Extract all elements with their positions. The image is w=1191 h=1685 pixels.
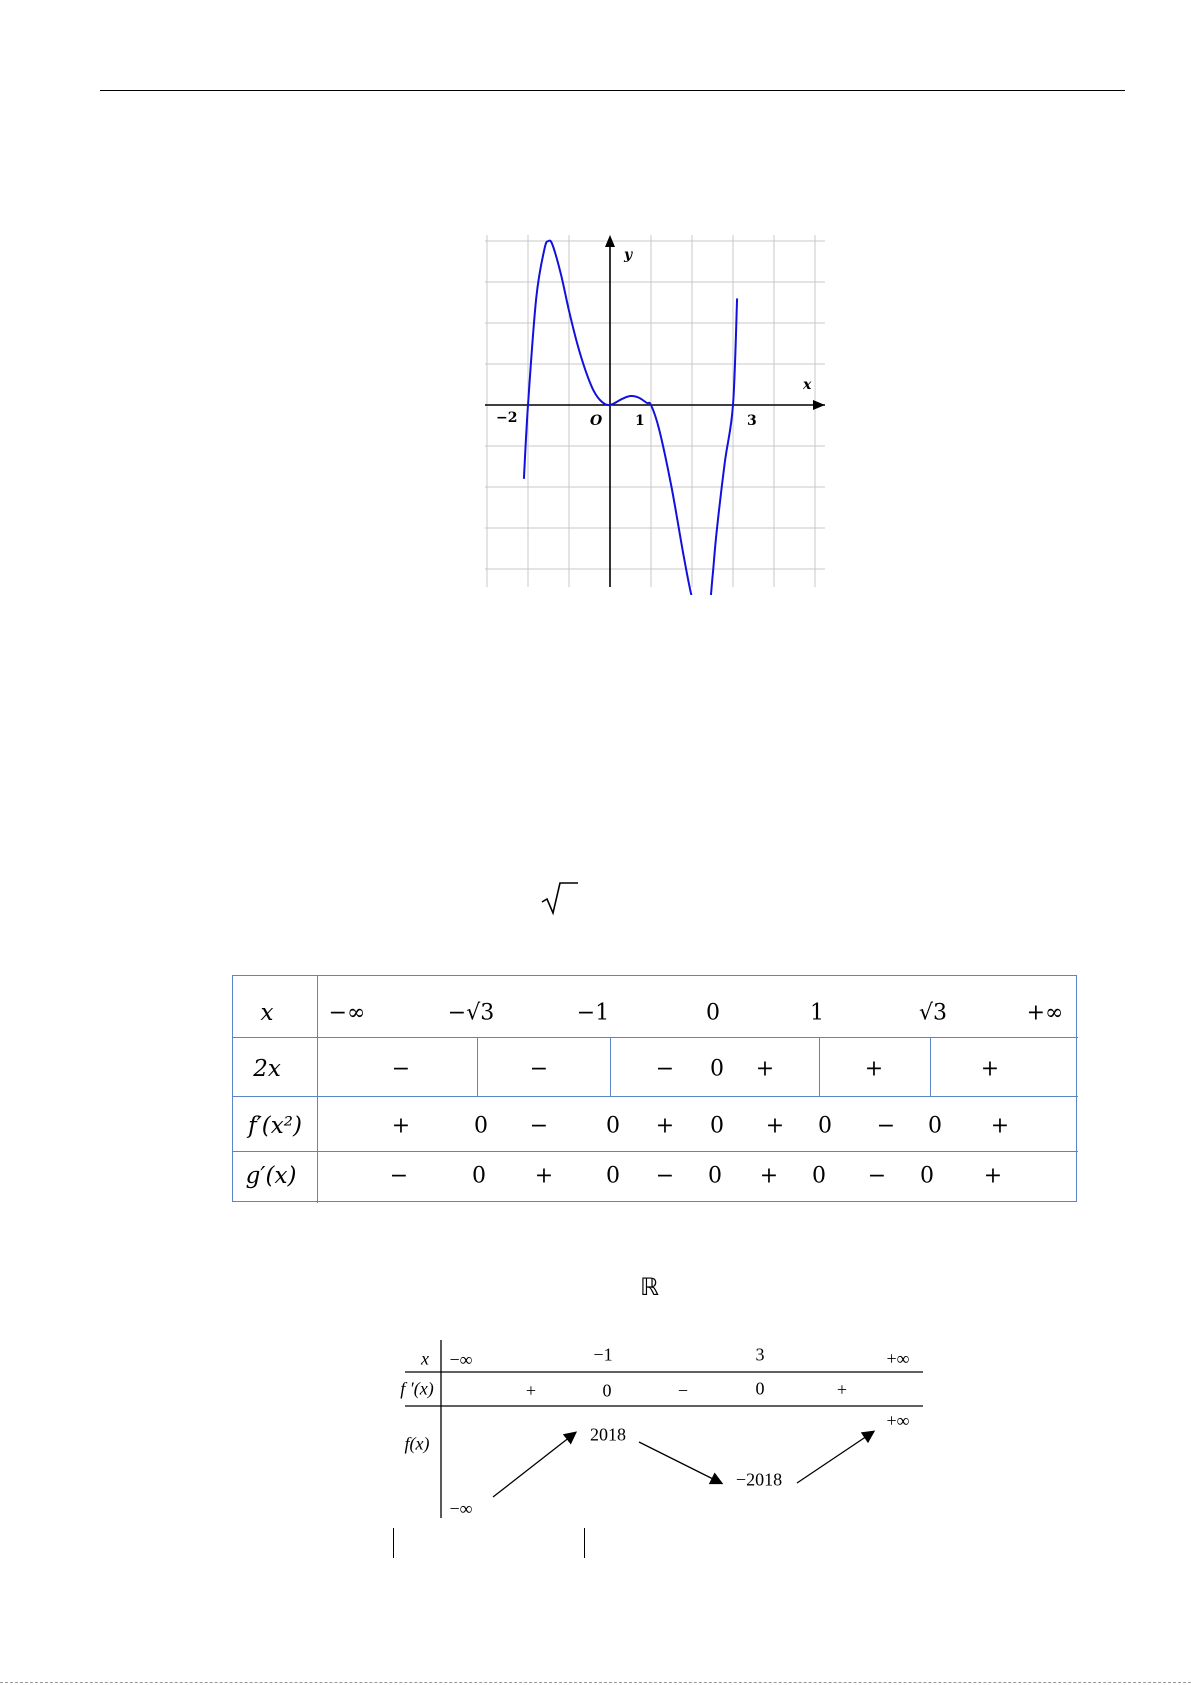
sign-cell: − <box>655 1163 675 1189</box>
var-table-f-end: +∞ <box>886 1410 910 1431</box>
sign-cell: − <box>876 1113 896 1139</box>
sign-cell: − <box>391 1056 411 1082</box>
var-table-x-value: −∞ <box>449 1349 473 1370</box>
function-curve <box>524 241 737 595</box>
footer-rule <box>0 1682 1191 1683</box>
sign-table-header-value: −∞ <box>328 1000 366 1026</box>
sign-cell: − <box>389 1163 409 1189</box>
sign-cell: 0 <box>606 1113 620 1139</box>
sign-table-header-value: √3 <box>918 1000 948 1026</box>
sign-cell: 0 <box>606 1163 620 1189</box>
sign-cell: + <box>759 1163 779 1189</box>
var-table-sign: − <box>677 1380 689 1401</box>
sign-cell: − <box>529 1113 549 1139</box>
var-table-sign: + <box>836 1379 848 1400</box>
sign-table-header-value: 1 <box>810 1000 824 1026</box>
var-table-sign: 0 <box>602 1380 612 1401</box>
sign-cell: 0 <box>710 1113 724 1139</box>
sign-table-header-value: 0 <box>706 1000 720 1026</box>
sign-table-row-label-fprime: f′(x²) <box>248 1113 302 1139</box>
var-table-f-min: −2018 <box>735 1469 783 1490</box>
abs-bar-right <box>584 1528 585 1558</box>
x-axis-arrow <box>813 400 825 410</box>
y-axis-label: y <box>624 247 633 263</box>
sign-cell: + <box>990 1113 1010 1139</box>
sign-cell: − <box>529 1056 549 1082</box>
sign-cell: − <box>655 1056 675 1082</box>
sign-cell: + <box>980 1056 1000 1082</box>
sign-table-header-value: +∞ <box>1026 1000 1064 1026</box>
variation-table <box>385 1335 925 1525</box>
var-table-f-start: −∞ <box>449 1498 473 1519</box>
var-table-x-value: +∞ <box>886 1348 910 1369</box>
sign-table-row-label-2x: 2x <box>253 1056 281 1082</box>
var-table-sign: 0 <box>755 1378 765 1399</box>
sign-table <box>232 975 1077 1202</box>
sign-cell: 0 <box>920 1163 934 1189</box>
x-tick-label: 1 <box>635 413 645 429</box>
sign-table-header-value: −√3 <box>447 1000 495 1026</box>
sign-cell: 0 <box>708 1163 722 1189</box>
var-table-f-label: f(x) <box>404 1433 430 1454</box>
var-table-fprime-label: f ′(x) <box>400 1378 434 1399</box>
x-tick-label: −2 <box>496 410 518 426</box>
sign-cell: 0 <box>818 1113 832 1139</box>
var-table-x-value: 3 <box>755 1344 765 1365</box>
sign-cell: 0 <box>474 1113 488 1139</box>
var-table-sign: + <box>525 1380 537 1401</box>
sign-table-x-label: x <box>260 1000 274 1026</box>
var-table-x-label: x <box>421 1348 429 1369</box>
sign-cell: + <box>534 1163 554 1189</box>
sign-table-row-label-gprime: g′(x) <box>245 1163 297 1189</box>
var-table-f-max: 2018 <box>590 1424 626 1445</box>
sign-cell: + <box>655 1113 675 1139</box>
sign-cell: + <box>983 1163 1003 1189</box>
sign-cell: 0 <box>472 1163 486 1189</box>
sign-cell: + <box>391 1113 411 1139</box>
x-axis-label: x <box>803 377 812 393</box>
x-tick-label: 3 <box>747 413 757 429</box>
sign-cell: 0 <box>710 1056 724 1082</box>
header-rule <box>100 90 1125 91</box>
reals-symbol: ℝ <box>640 1273 660 1301</box>
sign-cell: + <box>755 1056 775 1082</box>
sign-table-header-value: −1 <box>576 1000 610 1026</box>
origin-label: O <box>590 413 603 429</box>
function-graph <box>485 235 835 595</box>
sign-cell: + <box>864 1056 884 1082</box>
sqrt-symbol <box>540 880 580 916</box>
sign-cell: 0 <box>812 1163 826 1189</box>
abs-bar-left <box>393 1528 394 1558</box>
sign-cell: − <box>867 1163 887 1189</box>
sign-cell: + <box>765 1113 785 1139</box>
sign-cell: 0 <box>928 1113 942 1139</box>
var-table-x-value: −1 <box>593 1344 613 1365</box>
